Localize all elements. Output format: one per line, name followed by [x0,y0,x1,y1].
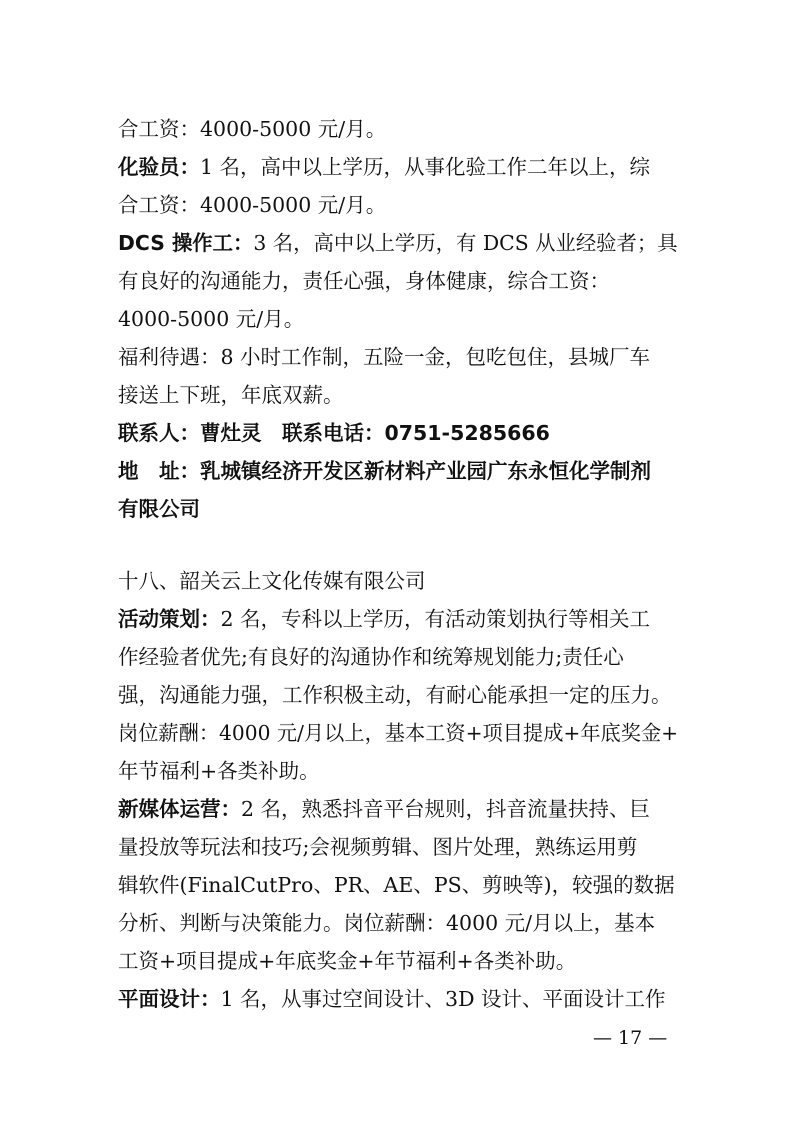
text-line: 合工资：4000-5000 元/月。 [118,193,387,217]
text-line: 有良好的沟通能力，责任心强，身体健康，综合工资： [118,269,610,293]
text-line: 化验员：1 名，高中以上学历，从事化验工作二年以上，综 [118,155,651,179]
text-line: 接送上下班，年底双薪。 [118,383,344,407]
text-line: 辑软件(FinalCutPro、PR、AE、PS、剪映等)，较强的数据 [118,873,675,897]
text-line: 作经验者优先;有良好的沟通协作和统筹规划能力;责任心 [118,645,624,669]
text-line: 量投放等玩法和技巧;会视频剪辑、图片处理，熟练运用剪 [118,835,638,859]
text-line: 活动策划：2 名，专科以上学历，有活动策划执行等相关工 [118,607,651,631]
text-line: 工资+项目提成+年底奖金+年节福利+各类补助。 [118,949,577,973]
text-line: 福利待遇：8 小时工作制，五险一金，包吃包住，县城厂车 [118,345,651,369]
text-line: 分析、判断与决策能力。岗位薪酬：4000 元/月以上，基本 [118,911,656,935]
job-title: 化验员： [118,155,200,179]
text-line: 4000-5000 元/月。 [118,307,305,331]
job-title: 活动策划： [118,607,221,631]
page-number: — 17 — [593,1027,668,1049]
text-line: 平面设计：1 名，从事过空间设计、3D 设计、平面设计工作 [118,987,666,1011]
text-line: 新媒体运营：2 名，熟悉抖音平台规则，抖音流量扶持、巨 [118,797,651,821]
job-title: DCS 操作工： [118,231,254,255]
contact-line: 联系人：曹灶灵 联系电话：0751-5285666 [118,421,550,445]
address-line: 地 址：乳城镇经济开发区新材料产业园广东永恒化学制剂 [118,459,651,483]
text-line: 年节福利+各类补助。 [118,759,320,783]
job-title: 新媒体运营： [118,797,241,821]
text-line: 强，沟通能力强，工作积极主动，有耐心能承担一定的压力。 [118,683,672,707]
address-line: 有限公司 [118,497,200,521]
text-line: 合工资：4000-5000 元/月。 [118,117,387,141]
text-line: DCS 操作工：3 名，高中以上学历，有 DCS 从业经验者；具 [118,231,678,255]
section-heading: 十八、韶关云上文化传媒有限公司 [118,569,426,593]
job-title: 平面设计： [118,987,221,1011]
text-line: 岗位薪酬：4000 元/月以上，基本工资+项目提成+年底奖金+ [118,721,679,745]
